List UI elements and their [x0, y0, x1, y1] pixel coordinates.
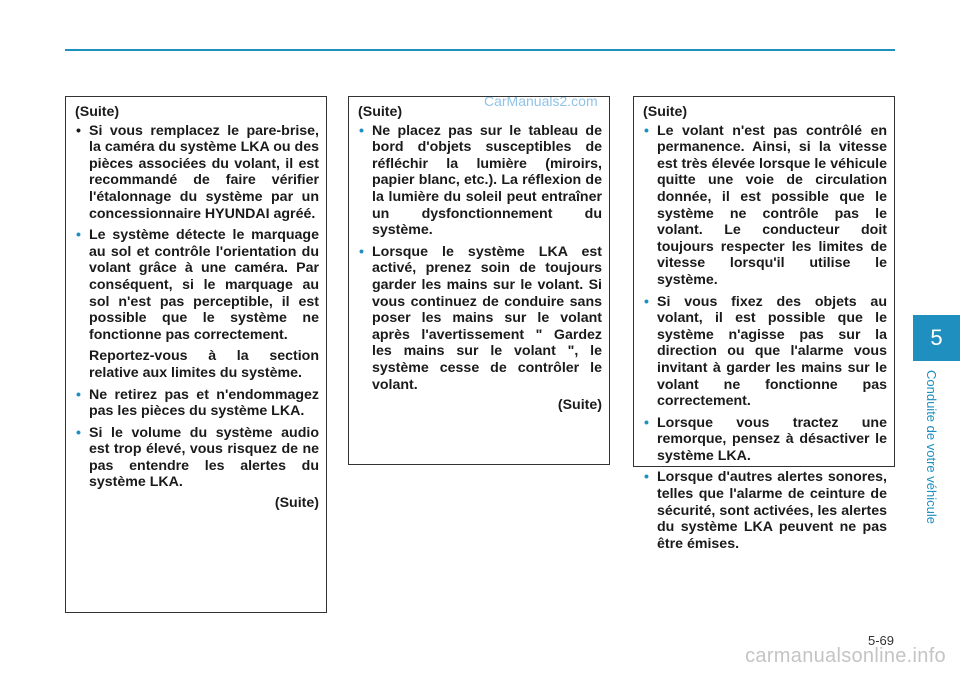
list-item	[75, 387, 319, 420]
box-header: (Suite)	[75, 104, 120, 120]
bullet-icon: •	[359, 122, 364, 139]
box-header: (Suite)	[358, 104, 403, 120]
list-item-text: Lorsque d'autres alertes sonores, telles que l'alarme de ceinture de sécurité, sont activées, les alertes du système LKA peuvent ne pas être émises.	[657, 469, 887, 552]
chapter-number: 5	[930, 325, 943, 350]
chapter-number-tab	[913, 315, 960, 361]
box-footer: (Suite)	[557, 397, 602, 414]
box-footer: (Suite)	[274, 495, 319, 512]
list-item	[643, 294, 887, 410]
list-item	[643, 123, 887, 289]
list-item-text: Si vous remplacez le pare-brise, la caméra du système LKA ou des pièces associées du volant, il est recommandé de faire vérifier l'étalonnage du système par un concessionnaire HYUNDAI agréé.	[89, 122, 319, 222]
watermark-bottom: carmanualsonline.info	[745, 645, 946, 667]
bullet-list	[75, 123, 319, 491]
bullet-icon: •	[76, 122, 81, 139]
list-item-text: Le volant n'est pas contrôlé en permanence. Ainsi, si la vitesse est très élevée lorsque le véhicule quitte une voie de circulation donnée, il est possible que le système ne contrôle pas le volant. Le conducteur doit toujours respecter les limites de vitesse lorsqu'il utilise le système.	[657, 122, 887, 288]
list-item	[358, 244, 602, 393]
chapter-title-vertical	[920, 370, 940, 540]
list-item	[358, 123, 602, 239]
bullet-icon: •	[644, 469, 649, 486]
warning-box-right	[633, 96, 895, 552]
bullet-icon: •	[76, 386, 81, 403]
list-item	[75, 123, 319, 223]
bullet-list	[643, 123, 887, 553]
bullet-icon: •	[76, 424, 81, 441]
header-rule	[65, 49, 895, 51]
bullet-icon: •	[644, 293, 649, 310]
bullet-icon: •	[76, 227, 81, 244]
list-item-text: Si le volume du système audio est trop élevé, vous risquez de ne pas entendre les alertes du système LKA.	[89, 424, 319, 491]
list-item	[643, 469, 887, 552]
list-item-text: Lorsque le système LKA est activé, prenez soin de toujours garder les mains sur le volant. Si vous continuez de conduire sans poser les mains sur le volant après l'avertissement " Gardez les mains sur le volant ", le système cesse de contrôler le volant.	[372, 243, 602, 393]
warning-box-middle	[348, 96, 610, 465]
list-item-extra: Reportez-vous à la section relative aux limites du système.	[89, 348, 319, 381]
bullet-icon: •	[644, 414, 649, 431]
list-item-text: Si vous fixez des objets au volant, il est possible que le système n'agisse pas sur la direction ou que l'alarme vous invitant à garder les mains sur le volant ne fonctionne pas correctement.	[657, 293, 887, 410]
list-item	[75, 227, 319, 381]
page-number: 5-69	[867, 633, 894, 648]
warning-box-left	[65, 96, 327, 613]
list-item-text: Le système détecte le marquage au sol et contrôle l'orientation du volant grâce à une caméra. Par conséquent, si le marquage au sol n'est pas perceptible, il est possible que le système ne fonctionne pas correctement.	[89, 227, 319, 343]
chapter-title: Conduite de votre véhicule	[924, 370, 939, 524]
box-header: (Suite)	[643, 104, 688, 120]
bullet-list	[358, 123, 602, 394]
bullet-icon: •	[359, 243, 364, 260]
list-item	[643, 415, 887, 465]
list-item-text: Lorsque vous tractez une remorque, pensez à désactiver le système LKA.	[657, 414, 887, 464]
watermark-top: CarManuals2.com	[484, 93, 598, 109]
bullet-icon: •	[644, 122, 649, 139]
list-item-text: Ne placez pas sur le tableau de bord d'objets susceptibles de réfléchir la lumière (miroirs, papier blanc, etc.). La réflexion de la lumière du soleil peut entraîner un dysfonctionnement du système.	[372, 122, 602, 239]
list-item	[75, 425, 319, 491]
list-item-text: Ne retirez pas et n'endommagez pas les pièces du système LKA.	[89, 386, 319, 420]
